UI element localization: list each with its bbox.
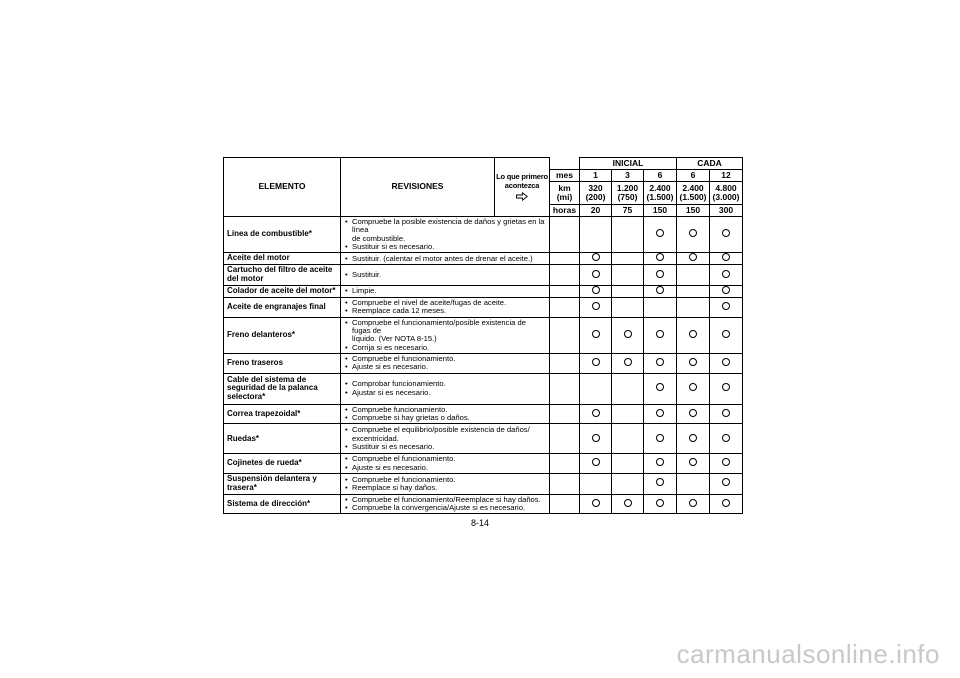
- revision-item: • Comprobar funcionamiento.: [344, 380, 546, 388]
- km-value: 320 (200): [580, 182, 612, 205]
- circle-mark-icon: [592, 434, 600, 442]
- revision-item: • Sustituir.: [344, 271, 546, 279]
- interval-cell: [644, 404, 677, 424]
- revision-list: [341, 354, 550, 374]
- circle-mark-icon: [722, 270, 730, 278]
- revision-list: [341, 454, 550, 474]
- revision-item: • Compruebe el funcionamiento.: [344, 476, 546, 484]
- interval-cell: [580, 317, 612, 353]
- item-name: Línea de combustible*: [224, 217, 341, 253]
- header-inicial: INICIAL: [580, 158, 677, 170]
- interval-cell: [710, 494, 743, 514]
- circle-mark-icon: [592, 286, 600, 294]
- table-header: [224, 158, 743, 217]
- circle-mark-icon: [624, 358, 632, 366]
- interval-cell: [612, 317, 644, 353]
- unit-spacer: [550, 373, 580, 404]
- km-value: 4.800 (3.000): [710, 182, 743, 205]
- interval-cell: [710, 373, 743, 404]
- circle-mark-icon: [722, 229, 730, 237]
- circle-mark-icon: [592, 499, 600, 507]
- interval-cell: [677, 494, 710, 514]
- table-row: [224, 354, 743, 374]
- table-body: [224, 217, 743, 514]
- circle-mark-icon: [689, 434, 697, 442]
- circle-mark-icon: [656, 270, 664, 278]
- unit-spacer: [550, 454, 580, 474]
- circle-mark-icon: [592, 253, 600, 261]
- interval-cell: [677, 373, 710, 404]
- revision-list: [341, 265, 550, 286]
- unit-spacer: [550, 317, 580, 353]
- circle-mark-icon: [656, 458, 664, 466]
- circle-mark-icon: [689, 458, 697, 466]
- circle-mark-icon: [656, 253, 664, 261]
- unit-spacer: [550, 474, 580, 495]
- horas-value: 150: [677, 205, 710, 217]
- table-row: [224, 265, 743, 286]
- revision-list: [341, 494, 550, 514]
- mes-value: 1: [580, 170, 612, 182]
- header-revisiones: REVISIONES: [341, 158, 495, 217]
- interval-cell: [710, 265, 743, 286]
- circle-mark-icon: [722, 286, 730, 294]
- maintenance-table: [223, 157, 743, 514]
- circle-mark-icon: [656, 286, 664, 294]
- circle-mark-icon: [592, 302, 600, 310]
- revision-item: • Compruebe funcionamiento.: [344, 406, 546, 414]
- interval-cell: [710, 253, 743, 265]
- interval-cell: [612, 285, 644, 297]
- revision-item: • Ajustar si es necesario.: [344, 389, 546, 397]
- circle-mark-icon: [689, 499, 697, 507]
- table-row: [224, 474, 743, 495]
- table-row: [224, 297, 743, 317]
- revision-list: [341, 253, 550, 265]
- interval-cell: [677, 474, 710, 495]
- interval-cell: [612, 404, 644, 424]
- interval-cell: [710, 354, 743, 374]
- revision-list: [341, 404, 550, 424]
- interval-cell: [710, 217, 743, 253]
- interval-cell: [677, 354, 710, 374]
- circle-mark-icon: [624, 499, 632, 507]
- interval-cell: [710, 424, 743, 454]
- circle-mark-icon: [592, 270, 600, 278]
- revision-item: • Compruebe el funcionamiento/posible existencia de fugas de líquido. (Ver NOTA 8-15.): [344, 319, 546, 344]
- interval-cell: [644, 217, 677, 253]
- interval-cell: [710, 474, 743, 495]
- circle-mark-icon: [722, 478, 730, 486]
- mes-value: 6: [677, 170, 710, 182]
- unit-spacer: [550, 285, 580, 297]
- interval-cell: [644, 373, 677, 404]
- interval-cell: [677, 265, 710, 286]
- item-name: Freno delanteros*: [224, 317, 341, 353]
- circle-mark-icon: [722, 253, 730, 261]
- circle-mark-icon: [689, 330, 697, 338]
- unit-spacer: [550, 265, 580, 286]
- circle-mark-icon: [656, 229, 664, 237]
- interval-cell: [580, 494, 612, 514]
- circle-mark-icon: [656, 409, 664, 417]
- circle-mark-icon: [656, 499, 664, 507]
- table-row: [224, 217, 743, 253]
- table-row: [224, 454, 743, 474]
- circle-mark-icon: [722, 458, 730, 466]
- table-row: [224, 253, 743, 265]
- km-value: 2.400 (1.500): [677, 182, 710, 205]
- item-name: Aceite del motor: [224, 253, 341, 265]
- unit-spacer: [550, 253, 580, 265]
- unit-spacer: [550, 297, 580, 317]
- circle-mark-icon: [722, 302, 730, 310]
- interval-cell: [612, 297, 644, 317]
- item-name: Cojinetes de rueda*: [224, 454, 341, 474]
- item-name: Suspensión delantera y trasera*: [224, 474, 341, 495]
- interval-cell: [580, 354, 612, 374]
- interval-cell: [580, 253, 612, 265]
- interval-cell: [612, 373, 644, 404]
- revision-list: [341, 285, 550, 297]
- revision-list: [341, 317, 550, 353]
- item-name: Correa trapezoidal*: [224, 404, 341, 424]
- item-name: Cable del sistema de seguridad de la palanca selectora*: [224, 373, 341, 404]
- item-name: Sistema de dirección*: [224, 494, 341, 514]
- interval-cell: [612, 253, 644, 265]
- interval-cell: [644, 297, 677, 317]
- horas-value: 75: [612, 205, 644, 217]
- interval-cell: [644, 317, 677, 353]
- revision-item: • Reemplace cada 12 meses.: [344, 307, 546, 315]
- km-value: 1.200 (750): [612, 182, 644, 205]
- interval-cell: [612, 494, 644, 514]
- header-elemento: ELEMENTO: [224, 158, 341, 217]
- circle-mark-icon: [592, 409, 600, 417]
- circle-mark-icon: [656, 383, 664, 391]
- interval-cell: [677, 253, 710, 265]
- interval-cell: [644, 253, 677, 265]
- circle-mark-icon: [592, 330, 600, 338]
- circle-mark-icon: [656, 358, 664, 366]
- revision-item: • Sustituir. (calentar el motor antes de drenar el aceite.): [344, 255, 546, 263]
- revision-item: • Compruebe el funcionamiento.: [344, 455, 546, 463]
- circle-mark-icon: [656, 434, 664, 442]
- revision-item: • Compruebe el nivel de aceite/fugas de aceite.: [344, 299, 546, 307]
- interval-cell: [580, 265, 612, 286]
- interval-cell: [644, 474, 677, 495]
- interval-cell: [677, 404, 710, 424]
- interval-cell: [612, 217, 644, 253]
- interval-cell: [644, 494, 677, 514]
- interval-cell: [612, 454, 644, 474]
- table-row: [224, 373, 743, 404]
- interval-cell: [710, 297, 743, 317]
- circle-mark-icon: [722, 330, 730, 338]
- revision-item: • Compruebe si hay grietas o daños.: [344, 414, 546, 422]
- circle-mark-icon: [624, 330, 632, 338]
- revision-item: • Reemplace si hay daños.: [344, 484, 546, 492]
- interval-cell: [644, 265, 677, 286]
- interval-cell: [644, 354, 677, 374]
- unit-horas: horas: [550, 205, 580, 217]
- unit-km: km (mi): [550, 182, 580, 205]
- revision-item: • Compruebe la posible existencia de daños y grietas en la línea de combustible.: [344, 218, 546, 243]
- interval-cell: [644, 454, 677, 474]
- horas-value: 20: [580, 205, 612, 217]
- item-name: Aceite de engranajes final: [224, 297, 341, 317]
- interval-cell: [710, 317, 743, 353]
- interval-cell: [677, 217, 710, 253]
- mes-value: 3: [612, 170, 644, 182]
- interval-cell: [580, 474, 612, 495]
- interval-cell: [580, 285, 612, 297]
- revision-list: [341, 474, 550, 495]
- watermark: carmanualsonline.info: [676, 639, 940, 669]
- circle-mark-icon: [722, 409, 730, 417]
- item-name: Colador de aceite del motor*: [224, 285, 341, 297]
- table-row: [224, 494, 743, 514]
- circle-mark-icon: [722, 358, 730, 366]
- circle-mark-icon: [592, 358, 600, 366]
- circle-mark-icon: [689, 358, 697, 366]
- table-row: [224, 404, 743, 424]
- horas-value: 300: [710, 205, 743, 217]
- interval-cell: [580, 404, 612, 424]
- revision-item: • Compruebe la convergencia/Ajuste si es necesario.: [344, 504, 546, 512]
- interval-cell: [710, 404, 743, 424]
- interval-cell: [580, 373, 612, 404]
- item-name: Cartucho del filtro de aceite del motor: [224, 265, 341, 286]
- interval-cell: [580, 424, 612, 454]
- table-row: [224, 285, 743, 297]
- interval-cell: [677, 285, 710, 297]
- revision-item: • Compruebe el funcionamiento.: [344, 355, 546, 363]
- table-row: [224, 424, 743, 454]
- interval-cell: [710, 454, 743, 474]
- unit-spacer: [550, 354, 580, 374]
- circle-mark-icon: [722, 499, 730, 507]
- revision-item: • Ajuste si es necesario.: [344, 464, 546, 472]
- unit-mes: mes: [550, 170, 580, 182]
- circle-mark-icon: [592, 458, 600, 466]
- header-cada: CADA: [677, 158, 743, 170]
- table-row: [224, 317, 743, 353]
- revision-item: • Compruebe el equilibrio/posible existencia de daños/ excentricidad.: [344, 426, 546, 443]
- revision-item: • Corrija si es necesario.: [344, 344, 546, 352]
- interval-cell: [612, 265, 644, 286]
- mes-value: 12: [710, 170, 743, 182]
- item-name: Freno traseros: [224, 354, 341, 374]
- interval-cell: [580, 454, 612, 474]
- interval-cell: [612, 474, 644, 495]
- unit-spacer: [550, 424, 580, 454]
- revision-item: • Sustituir si es necesario.: [344, 243, 546, 251]
- revision-item: • Limpie.: [344, 287, 546, 295]
- circle-mark-icon: [689, 383, 697, 391]
- interval-cell: [677, 297, 710, 317]
- interval-cell: [612, 354, 644, 374]
- revision-list: [341, 424, 550, 454]
- horas-value: 150: [644, 205, 677, 217]
- revision-list: [341, 217, 550, 253]
- revision-item: • Sustituir si es necesario.: [344, 443, 546, 451]
- interval-cell: [644, 285, 677, 297]
- interval-cell: [677, 424, 710, 454]
- interval-cell: [580, 297, 612, 317]
- circle-mark-icon: [689, 409, 697, 417]
- item-name: Ruedas*: [224, 424, 341, 454]
- revision-item: • Ajuste si es necesario.: [344, 363, 546, 371]
- circle-mark-icon: [722, 434, 730, 442]
- interval-cell: [677, 317, 710, 353]
- page-number: 8-14: [470, 518, 489, 528]
- interval-cell: [710, 285, 743, 297]
- circle-mark-icon: [689, 253, 697, 261]
- arrow-right-icon: [516, 192, 528, 201]
- circle-mark-icon: [689, 229, 697, 237]
- interval-cell: [644, 424, 677, 454]
- interval-cell: [612, 424, 644, 454]
- revision-list: [341, 297, 550, 317]
- header-lo-que-primero: Lo que primero acontezca: [495, 158, 550, 217]
- circle-mark-icon: [722, 383, 730, 391]
- revision-item: • Compruebe el funcionamiento/Reemplace si hay daños.: [344, 496, 546, 504]
- unit-spacer: [550, 217, 580, 253]
- interval-cell: [677, 454, 710, 474]
- unit-spacer: [550, 404, 580, 424]
- circle-mark-icon: [656, 330, 664, 338]
- circle-mark-icon: [656, 478, 664, 486]
- mes-value: 6: [644, 170, 677, 182]
- km-value: 2.400 (1.500): [644, 182, 677, 205]
- interval-cell: [580, 217, 612, 253]
- unit-spacer: [550, 494, 580, 514]
- revision-list: [341, 373, 550, 404]
